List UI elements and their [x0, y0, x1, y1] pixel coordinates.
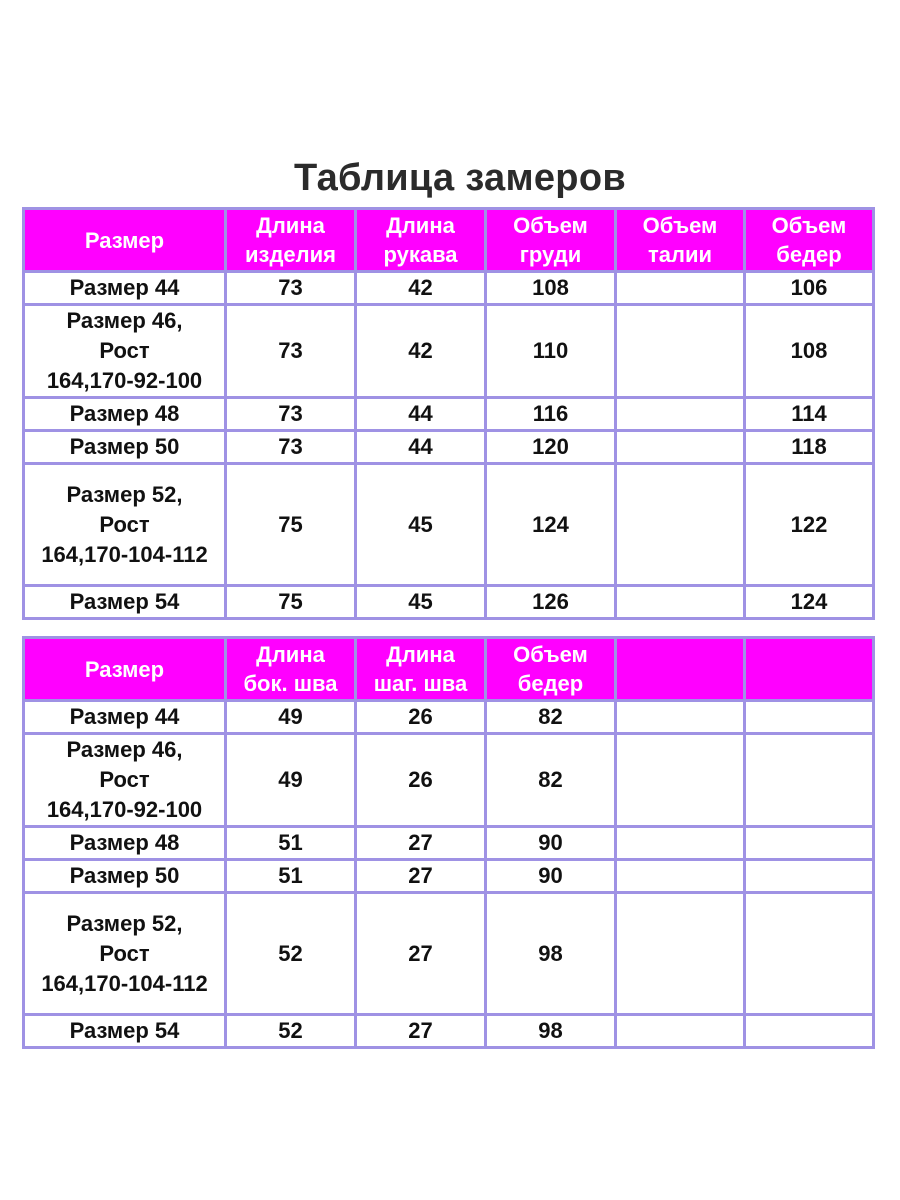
- header-chest: Объем груди: [486, 209, 616, 272]
- value-cell: 106: [745, 272, 874, 305]
- header-row: [24, 638, 874, 701]
- page-title: Таблица замеров: [294, 157, 626, 199]
- value-cell: [616, 272, 745, 305]
- size-cell: Размер 46, Рост 164,170-92-100: [24, 734, 226, 827]
- header-item-length: Длина изделия: [226, 209, 356, 272]
- header-empty: [616, 638, 745, 701]
- size-cell: Размер 48: [24, 398, 226, 431]
- header-empty: [745, 638, 874, 701]
- size-cell: Размер 48: [24, 827, 226, 860]
- value-cell: 82: [486, 701, 616, 734]
- value-cell: 126: [486, 586, 616, 619]
- value-cell: 44: [356, 431, 486, 464]
- value-cell: 52: [226, 1015, 356, 1048]
- value-cell: [745, 734, 874, 827]
- value-cell: 27: [356, 893, 486, 1015]
- value-cell: 73: [226, 398, 356, 431]
- value-cell: 26: [356, 734, 486, 827]
- value-cell: 108: [745, 305, 874, 398]
- value-cell: [745, 1015, 874, 1048]
- value-cell: [616, 827, 745, 860]
- table-row: [24, 272, 874, 305]
- measurements-table-top: [22, 207, 875, 620]
- value-cell: 52: [226, 893, 356, 1015]
- value-cell: [745, 893, 874, 1015]
- header-hips: Объем бедер: [486, 638, 616, 701]
- value-cell: [745, 701, 874, 734]
- size-cell: Размер 54: [24, 586, 226, 619]
- size-cell: Размер 52, Рост 164,170-104-112: [24, 464, 226, 586]
- table-row: [24, 586, 874, 619]
- table-row: [24, 398, 874, 431]
- value-cell: 42: [356, 305, 486, 398]
- value-cell: 73: [226, 272, 356, 305]
- value-cell: 45: [356, 464, 486, 586]
- size-cell: Размер 50: [24, 431, 226, 464]
- size-cell: Размер 46, Рост 164,170-92-100: [24, 305, 226, 398]
- measurements-table-bottom: [22, 636, 875, 1049]
- value-cell: [616, 305, 745, 398]
- value-cell: 98: [486, 1015, 616, 1048]
- size-cell: Размер 54: [24, 1015, 226, 1048]
- value-cell: 110: [486, 305, 616, 398]
- table-row: [24, 1015, 874, 1048]
- value-cell: 27: [356, 860, 486, 893]
- table-row: [24, 305, 874, 398]
- value-cell: 27: [356, 827, 486, 860]
- value-cell: 116: [486, 398, 616, 431]
- value-cell: 73: [226, 305, 356, 398]
- value-cell: 124: [745, 586, 874, 619]
- header-side-seam-length: Длина бок. шва: [226, 638, 356, 701]
- value-cell: 108: [486, 272, 616, 305]
- value-cell: 75: [226, 464, 356, 586]
- value-cell: 51: [226, 860, 356, 893]
- value-cell: 120: [486, 431, 616, 464]
- value-cell: [616, 431, 745, 464]
- value-cell: 82: [486, 734, 616, 827]
- header-inseam-length: Длина шаг. шва: [356, 638, 486, 701]
- value-cell: 44: [356, 398, 486, 431]
- value-cell: 90: [486, 827, 616, 860]
- value-cell: 45: [356, 586, 486, 619]
- size-cell: Размер 44: [24, 272, 226, 305]
- table-row: [24, 464, 874, 586]
- value-cell: [616, 464, 745, 586]
- value-cell: [616, 860, 745, 893]
- table-row: [24, 860, 874, 893]
- value-cell: 49: [226, 734, 356, 827]
- value-cell: 118: [745, 431, 874, 464]
- value-cell: 73: [226, 431, 356, 464]
- header-size: Размер: [24, 209, 226, 272]
- header-waist: Объем талии: [616, 209, 745, 272]
- table-row: [24, 827, 874, 860]
- value-cell: [745, 827, 874, 860]
- size-cell: Размер 44: [24, 701, 226, 734]
- header-hips: Объем бедер: [745, 209, 874, 272]
- value-cell: [745, 860, 874, 893]
- header-sleeve-length: Длина рукава: [356, 209, 486, 272]
- value-cell: 114: [745, 398, 874, 431]
- value-cell: 98: [486, 893, 616, 1015]
- table-row: [24, 734, 874, 827]
- value-cell: [616, 398, 745, 431]
- value-cell: [616, 1015, 745, 1048]
- table-row: [24, 701, 874, 734]
- value-cell: [616, 734, 745, 827]
- value-cell: 42: [356, 272, 486, 305]
- value-cell: 51: [226, 827, 356, 860]
- value-cell: 122: [745, 464, 874, 586]
- value-cell: 90: [486, 860, 616, 893]
- value-cell: [616, 586, 745, 619]
- value-cell: 124: [486, 464, 616, 586]
- table-row: [24, 893, 874, 1015]
- size-cell: Размер 50: [24, 860, 226, 893]
- value-cell: [616, 701, 745, 734]
- value-cell: 26: [356, 701, 486, 734]
- value-cell: 75: [226, 586, 356, 619]
- header-size: Размер: [24, 638, 226, 701]
- size-cell: Размер 52, Рост 164,170-104-112: [24, 893, 226, 1015]
- value-cell: 27: [356, 1015, 486, 1048]
- header-row: [24, 209, 874, 272]
- value-cell: [616, 893, 745, 1015]
- table-row: [24, 431, 874, 464]
- value-cell: 49: [226, 701, 356, 734]
